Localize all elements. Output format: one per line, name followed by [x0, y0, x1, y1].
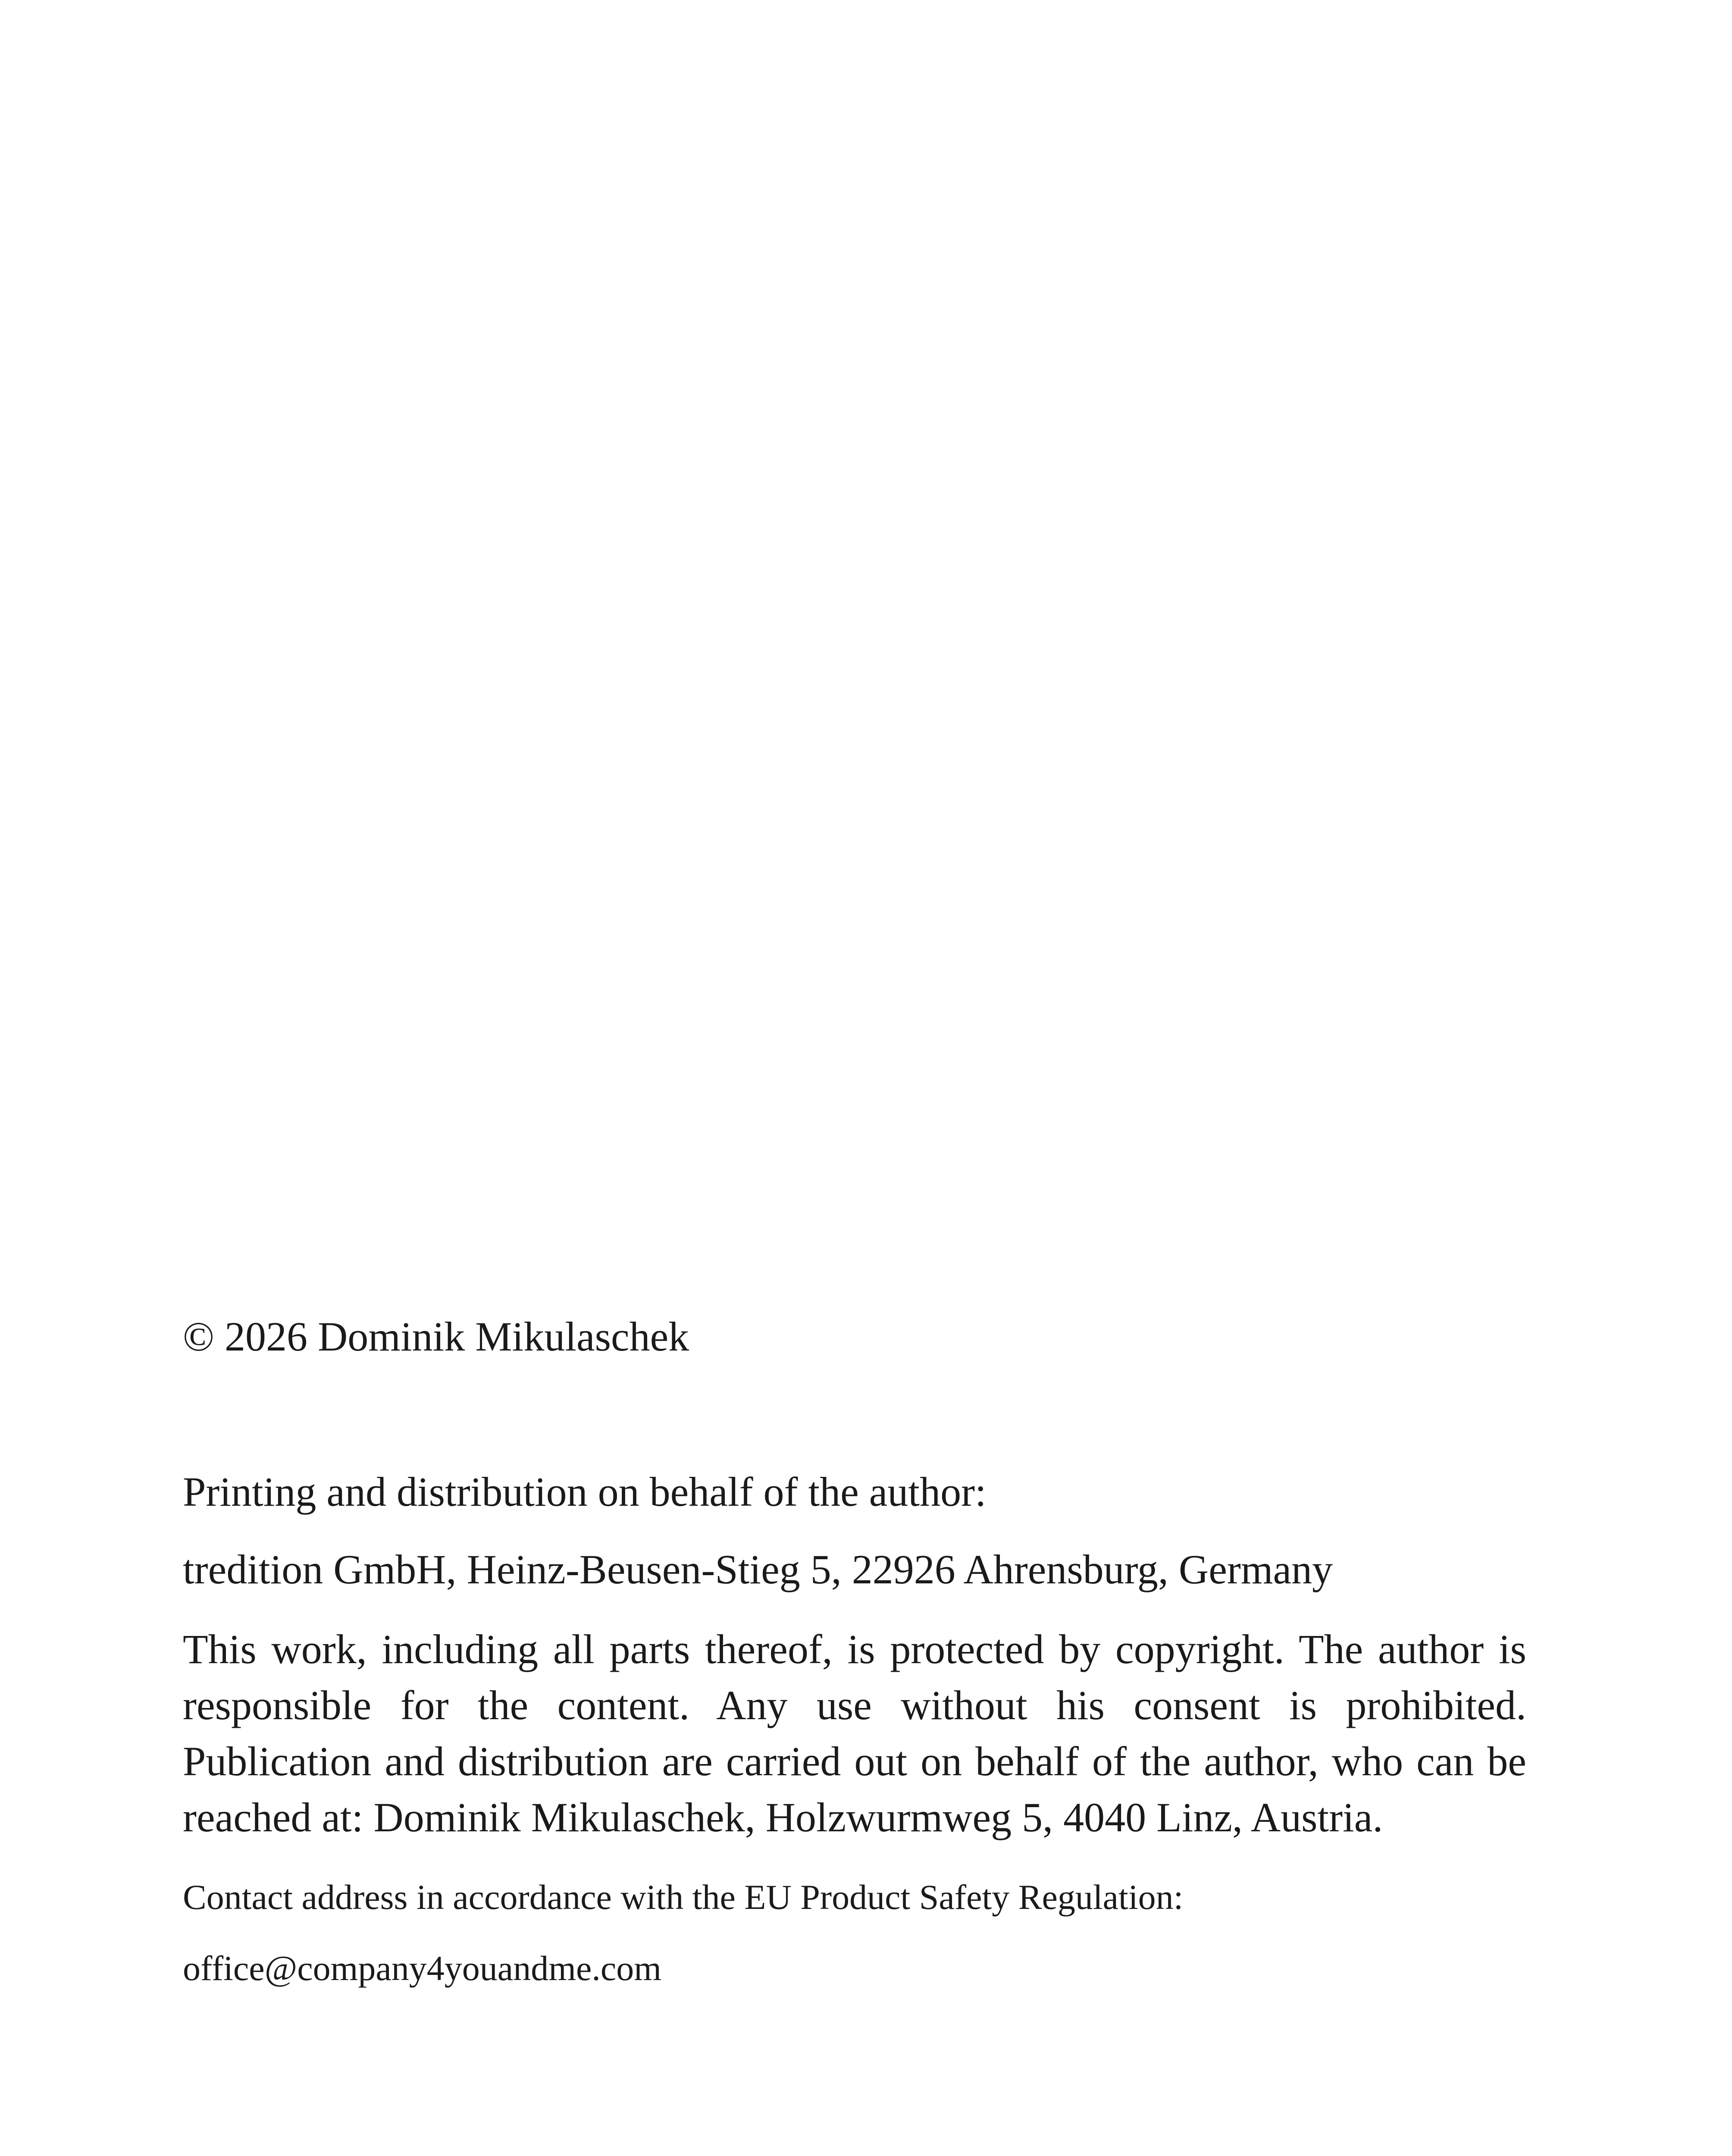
copyright-line: © 2026 Dominik Mikulaschek: [183, 1313, 689, 1360]
printing-distribution-line: Printing and distribution on behalf of the author:: [183, 1469, 987, 1515]
contact-email: office@company4youandme.com: [183, 1949, 662, 1988]
publisher-address: tredition GmbH, Heinz-Beusen-Stieg 5, 22926 Ahrensburg, Germany: [183, 1546, 1333, 1592]
copyright-notice-paragraph: This work, including all parts thereof, is protected by copyright. The author is responsible for the content. Any use without his consent is prohibited. Publication and distribution are carried out on behalf of the author, who can be reached at: Dominik Mikulaschek, Holzwurmweg 5, 4040 Linz, Austria.: [183, 1626, 1526, 1840]
contact-address-label: Contact address in accordance with the EU Product Safety Regulation:: [183, 1877, 1184, 1917]
